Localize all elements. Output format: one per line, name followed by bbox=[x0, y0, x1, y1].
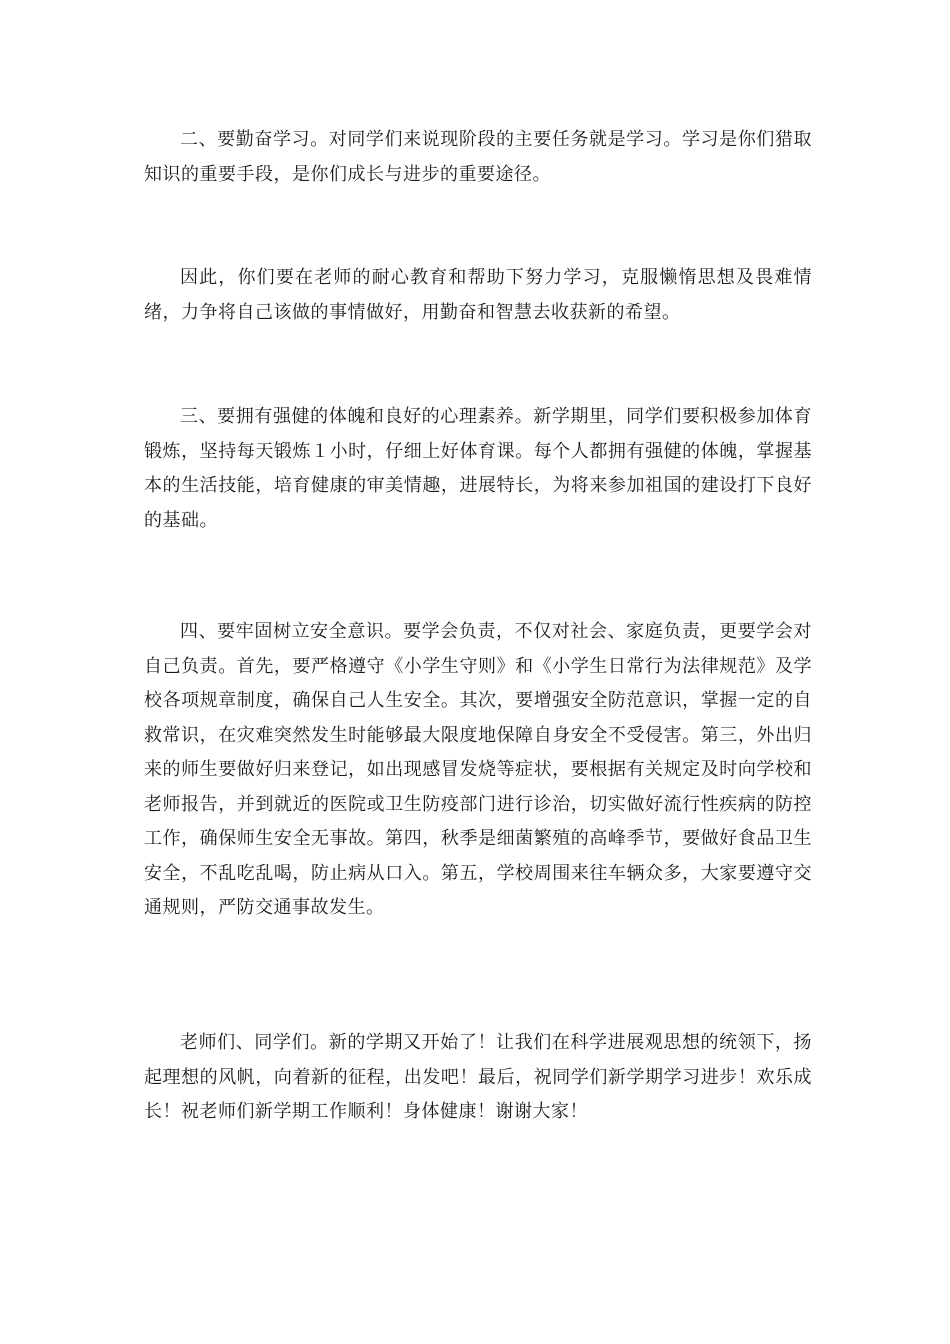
paragraph-physical-fitness: 三、要拥有强健的体魄和良好的心理素养。新学期里，同学们要积极参加体育锻炼，坚持每天锻炼１小时，仔细上好体育课。每个人都拥有强健的体魄，掌握基本的生活技能，培育健康的审美情趣，进展特长，为将来参加祖国的建设打下良好的基础。 bbox=[144, 406, 812, 531]
paragraph-study-diligently: 二、要勤奋学习。对同学们来说现阶段的主要任务就是学习。学习是你们猎取知识的重要手段，是你们成长与进步的重要途径。 bbox=[144, 129, 812, 185]
paragraph-overcome-laziness: 因此，你们要在老师的耐心教育和帮助下努力学习，克服懒惰思想及畏难情绪，力争将自己该做的事情做好，用勤奋和智慧去收获新的希望。 bbox=[144, 267, 812, 323]
paragraph-safety-awareness: 四、要牢固树立安全意识。要学会负责，不仅对社会、家庭负责，更要学会对自己负责。首先，要严格遵守《小学生守则》和《小学生日常行为法律规范》及学校各项规章制度，确保自己人生安全。其次，要增强安全防范意识，掌握一定的自救常识，在灾难突然发生时能够最大限度地保障自身安全不受侵害。第三，外出归来的师生要做好归来登记，如出现感冒发烧等症状，要根据有关规定及时向学校和老师报告，并到就近的医院或卫生防疫部门进行诊治，切实做好流行性疾病的防控工作，确保师生安全无事故。第四，秋季是细菌繁殖的高峰季节，要做好食品卫生安全，不乱吃乱喝，防止病从口入。第五，学校周围来往车辆众多，大家要遵守交通规则，严防交通事故发生。 bbox=[144, 621, 812, 918]
paragraph-closing-remarks: 老师们、同学们。新的学期又开始了！让我们在科学进展观思想的统领下，扬起理想的风帆，向着新的征程，出发吧！最后，祝同学们新学期学习进步！欢乐成长！祝老师们新学期工作顺利！身体健康！谢谢大家！ bbox=[144, 1032, 812, 1122]
